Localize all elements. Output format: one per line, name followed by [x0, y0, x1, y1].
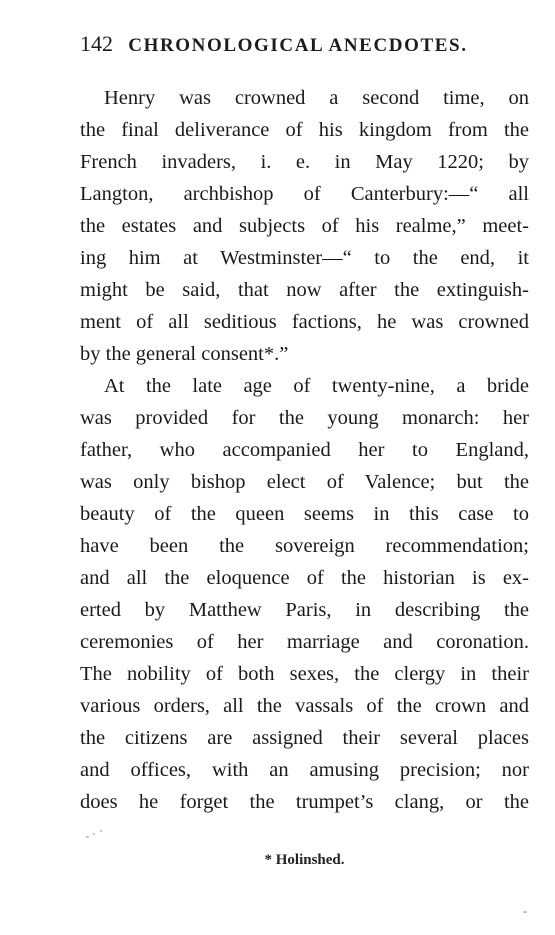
text-line: beauty of the queen seems in this case to [80, 503, 529, 525]
running-head [80, 30, 530, 58]
text-line: Langton, archbishop of Canterbury:—“ all [80, 183, 529, 205]
text-line: was provided for the young monarch: her [80, 407, 529, 429]
text-line: does he forget the trumpet’s clang, or the [80, 791, 529, 813]
text-line: father, who accompanied her to England, [80, 439, 529, 461]
text-line: The nobility of both sexes, the clergy in their [80, 663, 529, 685]
text-line: have been the sovereign recommendation; [80, 535, 529, 557]
text-line: might be said, that now after the extinguish- [80, 279, 529, 301]
text-line: the final deliverance of his kingdom from the [80, 119, 529, 141]
text-line: Henry was crowned a second time, on [104, 87, 529, 109]
page-number: 142 [80, 31, 113, 56]
footnote: * Holinshed. [264, 852, 345, 868]
text-line: and offices, with an amusing precision; nor [80, 759, 529, 781]
text-line: At the late age of twenty-nine, a bride [104, 375, 529, 397]
text-line: various orders, all the vassals of the crown and [80, 695, 529, 717]
paper-speck [523, 911, 527, 913]
running-title: CHRONOLOGICAL ANECDOTES. [128, 35, 468, 56]
text-line: was only bishop elect of Valence; but the [80, 471, 529, 493]
text-line: ment of all seditious factions, he was crowned [80, 311, 529, 333]
text-line: ing him at Westminster—“ to the end, it [80, 247, 529, 269]
paper-speck [100, 830, 102, 832]
text-line: by the general consent*.” [80, 343, 289, 365]
paper-speck [93, 833, 95, 835]
text-line: erted by Matthew Paris, in describing the [80, 599, 529, 621]
text-line: the citizens are assigned their several places [80, 727, 529, 749]
text-line: ceremonies of her marriage and coronation. [80, 631, 529, 653]
text-line: and all the eloquence of the historian is ex- [80, 567, 529, 589]
text-line: French invaders, i. e. in May 1220; by [80, 151, 529, 173]
text-line: the estates and subjects of his realme,” meet- [80, 215, 529, 237]
paper-speck [86, 836, 89, 838]
